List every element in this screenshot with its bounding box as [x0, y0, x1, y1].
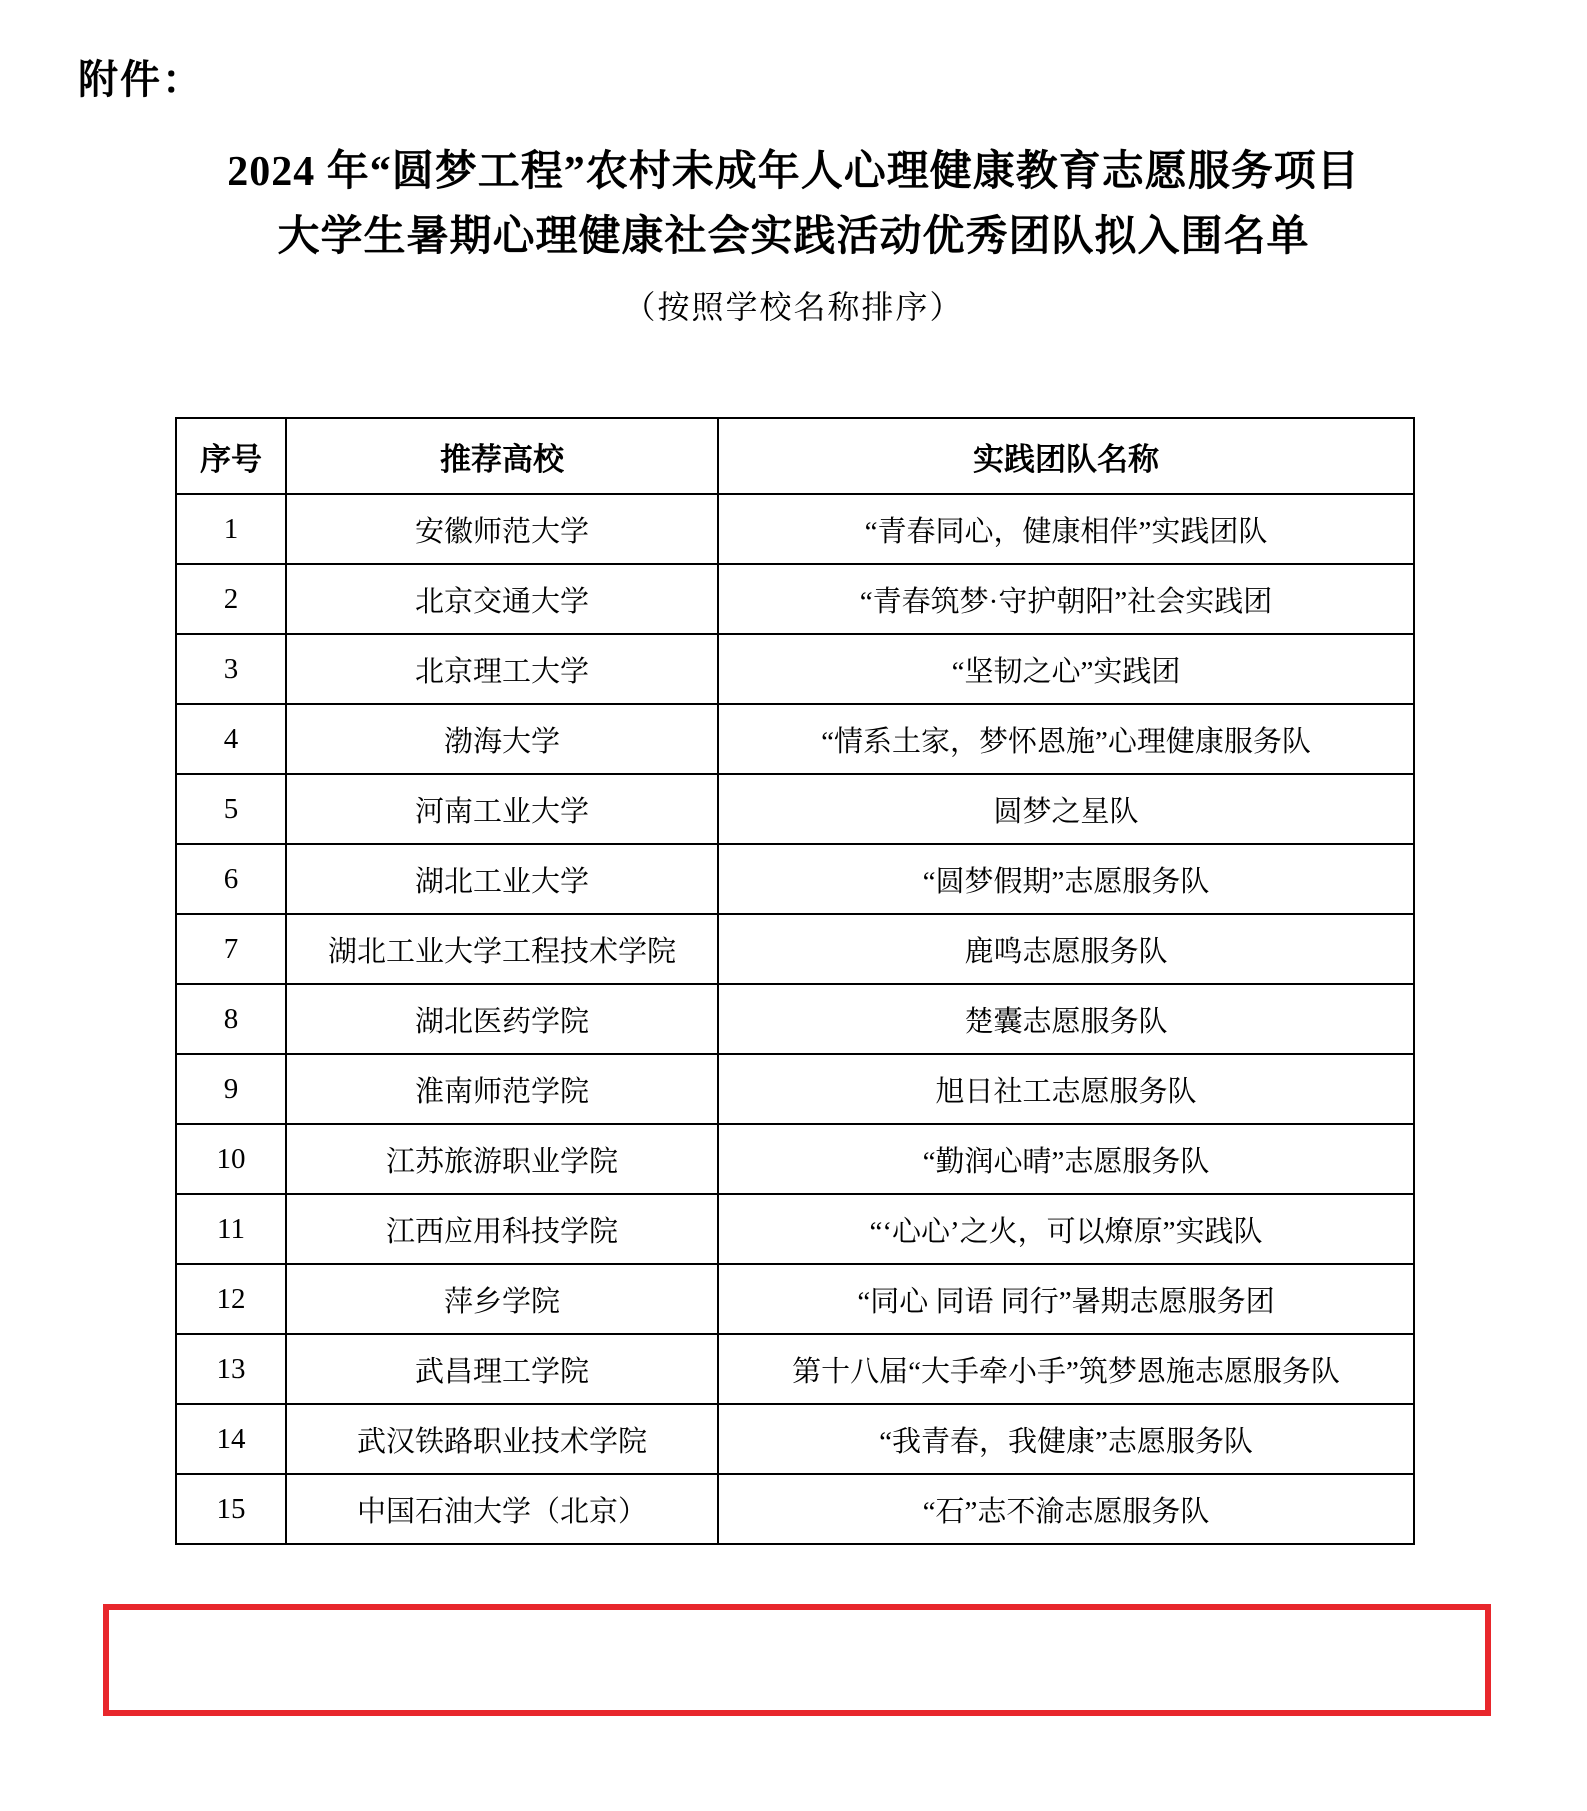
cell-school: 北京理工大学	[286, 634, 718, 704]
table-row	[176, 1334, 1414, 1404]
cell-team: “情系土家，梦怀恩施”心理健康服务队	[718, 704, 1414, 774]
table-row	[176, 1264, 1414, 1334]
column-header-team: 实践团队名称	[718, 418, 1414, 494]
table-row	[176, 1474, 1414, 1544]
table-row	[176, 634, 1414, 704]
table-row	[176, 1054, 1414, 1124]
table-header-row	[176, 418, 1414, 494]
cell-school: 萍乡学院	[286, 1264, 718, 1334]
table-row	[176, 494, 1414, 564]
cell-school: 武昌理工学院	[286, 1334, 718, 1404]
cell-index: 3	[176, 634, 286, 704]
table-header	[176, 418, 1414, 494]
cell-team: “石”志不渝志愿服务队	[718, 1474, 1414, 1544]
cell-school: 渤海大学	[286, 704, 718, 774]
cell-team: “圆梦假期”志愿服务队	[718, 844, 1414, 914]
table-body	[176, 494, 1414, 1544]
cell-index: 12	[176, 1264, 286, 1334]
cell-school: 江西应用科技学院	[286, 1194, 718, 1264]
table-row	[176, 914, 1414, 984]
cell-index: 6	[176, 844, 286, 914]
table-row	[176, 704, 1414, 774]
cell-index: 5	[176, 774, 286, 844]
attachment-label: 附件：	[78, 57, 204, 102]
table-row	[176, 1124, 1414, 1194]
cell-index: 11	[176, 1194, 286, 1264]
column-header-index: 序号	[176, 418, 286, 494]
column-header-school: 推荐高校	[286, 418, 718, 494]
cell-index: 2	[176, 564, 286, 634]
cell-school: 河南工业大学	[286, 774, 718, 844]
document-subtitle: （按照学校名称排序）	[623, 289, 964, 326]
cell-index: 8	[176, 984, 286, 1054]
cell-school: 湖北工业大学工程技术学院	[286, 914, 718, 984]
cell-school: 北京交通大学	[286, 564, 718, 634]
cell-team: 圆梦之星队	[718, 774, 1414, 844]
cell-team: “同心 同语 同行”暑期志愿服务团	[718, 1264, 1414, 1334]
table-row	[176, 564, 1414, 634]
title-block	[0, 140, 1587, 328]
cell-index: 7	[176, 914, 286, 984]
cell-team: 旭日社工志愿服务队	[718, 1054, 1414, 1124]
cell-team: 楚囊志愿服务队	[718, 984, 1414, 1054]
table-row	[176, 1404, 1414, 1474]
cell-school: 湖北医药学院	[286, 984, 718, 1054]
listing-table	[175, 417, 1415, 1545]
cell-team: “‘心心’之火，可以燎原”实践队	[718, 1194, 1414, 1264]
cell-team: “青春筑梦·守护朝阳”社会实践团	[718, 564, 1414, 634]
listing-table-container	[175, 417, 1413, 1545]
cell-team: “我青春，我健康”志愿服务队	[718, 1404, 1414, 1474]
cell-team: 第十八届“大手牵小手”筑梦恩施志愿服务队	[718, 1334, 1414, 1404]
cell-school: 淮南师范学院	[286, 1054, 718, 1124]
cell-school: 安徽师范大学	[286, 494, 718, 564]
table-row	[176, 984, 1414, 1054]
document-title-line-2: 大学生暑期心理健康社会实践活动优秀团队拟入围名单	[277, 214, 1310, 261]
cell-index: 9	[176, 1054, 286, 1124]
cell-index: 15	[176, 1474, 286, 1544]
cell-team: “勤润心晴”志愿服务队	[718, 1124, 1414, 1194]
cell-school: 江苏旅游职业学院	[286, 1124, 718, 1194]
cell-index: 13	[176, 1334, 286, 1404]
cell-index: 4	[176, 704, 286, 774]
table-row	[176, 1194, 1414, 1264]
table-row	[176, 774, 1414, 844]
cell-school: 湖北工业大学	[286, 844, 718, 914]
cell-team: “坚韧之心”实践团	[718, 634, 1414, 704]
cell-index: 1	[176, 494, 286, 564]
cell-index: 10	[176, 1124, 286, 1194]
cell-school: 武汉铁路职业技术学院	[286, 1404, 718, 1474]
cell-index: 14	[176, 1404, 286, 1474]
document-title-line-1: 2024 年“圆梦工程”农村未成年人心理健康教育志愿服务项目	[227, 149, 1360, 195]
cell-team: 鹿鸣志愿服务队	[718, 914, 1414, 984]
table-row	[176, 844, 1414, 914]
cell-school: 中国石油大学（北京）	[286, 1474, 718, 1544]
highlight-annotation-box	[103, 1604, 1491, 1716]
cell-team: “青春同心，健康相伴”实践团队	[718, 494, 1414, 564]
